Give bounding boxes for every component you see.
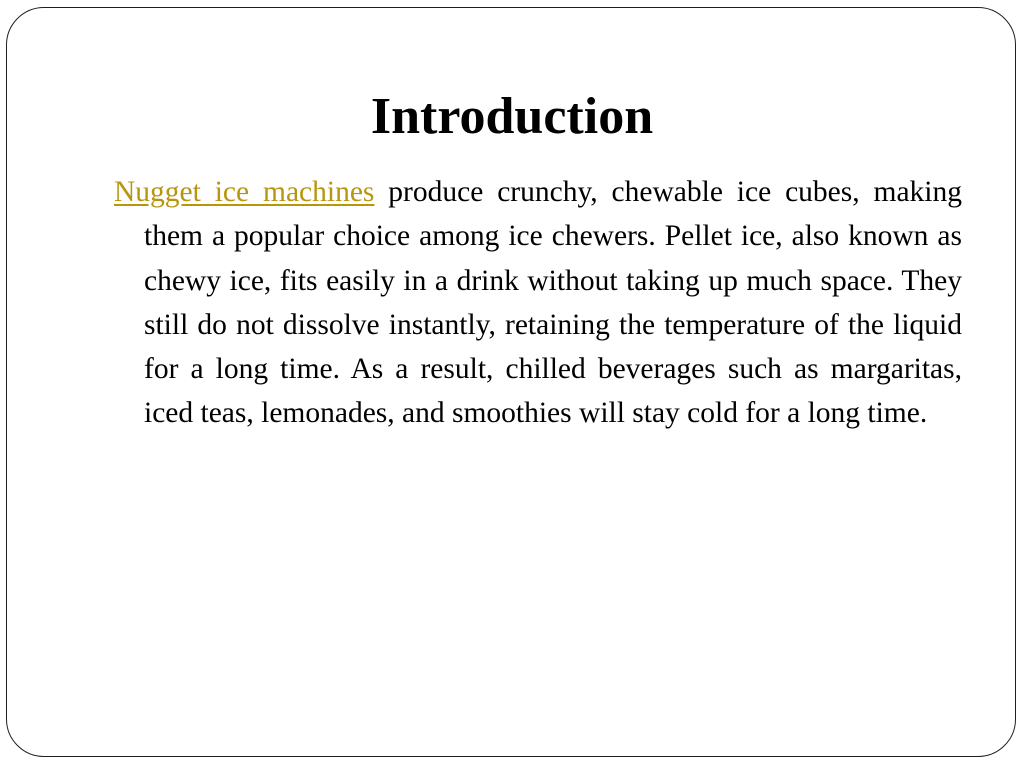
slide-title: Introduction: [370, 88, 654, 145]
nugget-ice-machines-link[interactable]: Nugget ice machines: [114, 176, 375, 208]
intro-body-text: produce crunchy, chewable ice cubes, making them a popular choice among ice chewers. Pellet ice, also known as chewy ice, fits easily in a drink without taking up much space. They still do not dissolve instantly, retaining the temperature of the liquid for a long time. As a result, chilled beverages such as margaritas, iced teas, lemonades, and smoothies will stay cold for a long time.: [144, 176, 962, 430]
intro-paragraph: [114, 170, 962, 436]
